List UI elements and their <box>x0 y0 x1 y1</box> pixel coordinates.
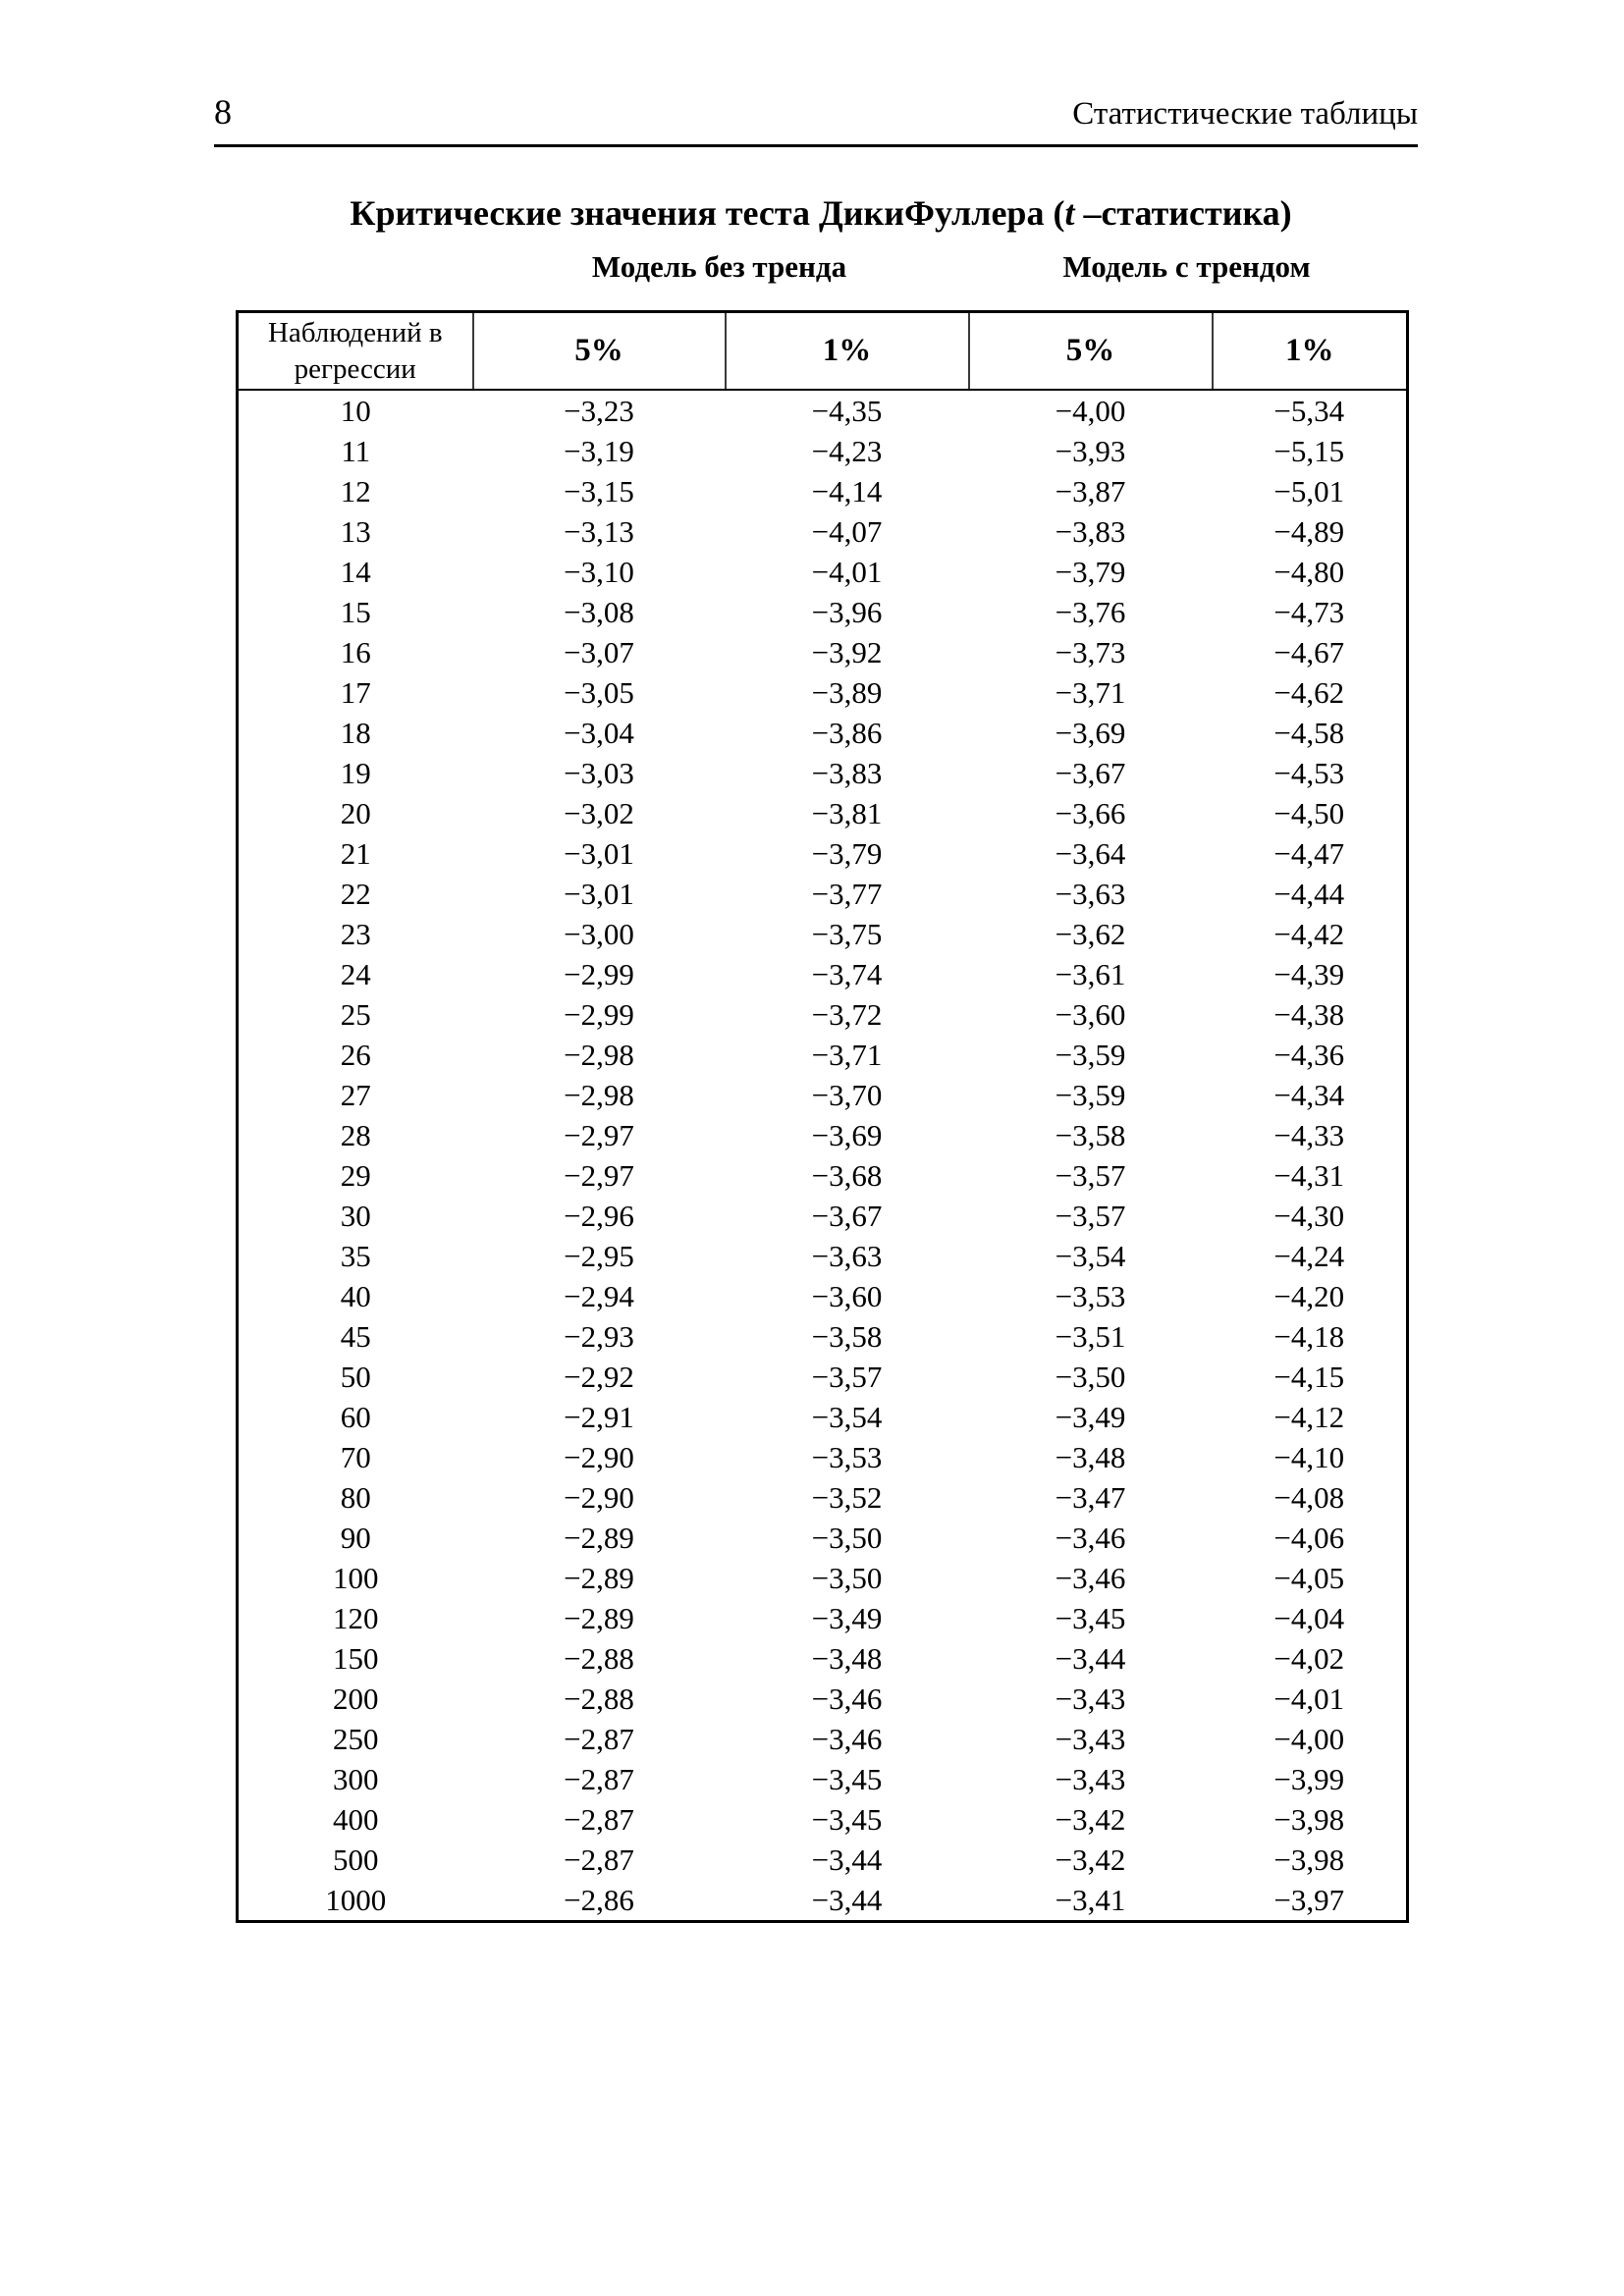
critical-value-cell: −3,45 <box>811 1802 883 1837</box>
critical-value-cell: −3,57 <box>811 1360 883 1394</box>
observations-cell: 19 <box>340 756 371 790</box>
critical-value-cell: −3,59 <box>1055 1038 1126 1072</box>
critical-value-cell: −4,20 <box>1273 1279 1345 1313</box>
table-row <box>238 954 1408 994</box>
critical-value-cell: −4,73 <box>1273 595 1345 629</box>
observations-cell: 250 <box>333 1722 379 1756</box>
critical-value-cell: −3,76 <box>1055 595 1126 629</box>
critical-value-cell: −2,88 <box>564 1682 634 1716</box>
critical-value-cell: −2,92 <box>564 1360 634 1394</box>
table-body <box>238 390 1408 1922</box>
table-header <box>238 312 1408 391</box>
critical-value-cell: −4,10 <box>1273 1440 1345 1474</box>
observations-cell: 24 <box>340 957 371 991</box>
observations-cell: 120 <box>333 1601 379 1635</box>
table-row <box>238 1115 1408 1155</box>
observations-cell: 29 <box>340 1158 371 1193</box>
critical-value-cell: −3,08 <box>564 595 634 629</box>
critical-value-cell: −3,46 <box>1055 1521 1126 1555</box>
table-row <box>238 1477 1408 1518</box>
critical-value-cell: −3,43 <box>1055 1682 1126 1716</box>
critical-value-cell: −5,15 <box>1273 434 1345 468</box>
observations-cell: 60 <box>340 1400 371 1434</box>
critical-value-cell: −3,69 <box>1055 716 1126 750</box>
critical-value-cell: −3,05 <box>564 675 634 710</box>
critical-value-cell: −4,44 <box>1273 877 1345 911</box>
critical-value-cell: −2,93 <box>564 1319 634 1354</box>
critical-value-cell: −3,66 <box>1055 796 1126 830</box>
title-t-variable: t <box>1064 193 1075 233</box>
critical-value-cell: −2,87 <box>564 1842 634 1877</box>
critical-value-cell: −3,46 <box>811 1722 883 1756</box>
table-row <box>238 1679 1408 1719</box>
critical-value-cell: −4,15 <box>1273 1360 1345 1394</box>
observations-cell: 23 <box>340 917 371 951</box>
critical-value-cell: −3,04 <box>564 716 634 750</box>
critical-value-cell: −3,49 <box>1055 1400 1126 1434</box>
critical-value-cell: −3,51 <box>1055 1319 1126 1354</box>
title-suffix: –статистика) <box>1074 193 1292 233</box>
critical-value-cell: −3,58 <box>1055 1118 1126 1152</box>
observations-cell: 15 <box>340 595 371 629</box>
critical-value-cell: −3,63 <box>1055 877 1126 911</box>
critical-value-cell: −4,50 <box>1273 796 1345 830</box>
table-row <box>238 1075 1408 1115</box>
table-row <box>238 1397 1408 1437</box>
critical-value-cell: −4,42 <box>1273 917 1345 951</box>
critical-value-cell: −3,71 <box>1055 675 1126 710</box>
critical-value-cell: −2,94 <box>564 1279 634 1313</box>
critical-value-cell: −4,33 <box>1273 1118 1345 1152</box>
table-row <box>238 1880 1408 1922</box>
group-header-trend: Модель с трендом <box>1062 249 1311 284</box>
critical-value-cell: −2,97 <box>564 1158 634 1193</box>
critical-value-cell: −3,71 <box>811 1038 883 1072</box>
no-trend-5pct-header: 5% <box>473 312 726 391</box>
critical-value-cell: −3,01 <box>564 877 634 911</box>
critical-value-cell: −3,44 <box>811 1883 883 1917</box>
critical-value-cell: −3,60 <box>811 1279 883 1313</box>
critical-value-cell: −3,41 <box>1055 1883 1126 1917</box>
critical-value-cell: −3,58 <box>811 1319 883 1354</box>
observations-cell: 16 <box>340 635 371 669</box>
page-title <box>236 192 1406 234</box>
critical-value-cell: −4,00 <box>1055 394 1126 428</box>
critical-value-cell: −3,89 <box>811 675 883 710</box>
critical-value-cell: −4,06 <box>1273 1521 1345 1555</box>
page-number: 8 <box>214 92 232 132</box>
critical-value-cell: −2,86 <box>564 1883 634 1917</box>
table-row <box>238 753 1408 793</box>
critical-value-cell: −3,03 <box>564 756 634 790</box>
critical-value-cell: −3,96 <box>811 595 883 629</box>
critical-value-cell: −4,05 <box>1273 1561 1345 1595</box>
observations-cell: 25 <box>340 997 371 1032</box>
observations-cell: 12 <box>340 474 371 508</box>
table-row <box>238 390 1408 431</box>
critical-value-cell: −3,98 <box>1273 1842 1345 1877</box>
critical-value-cell: −3,48 <box>811 1641 883 1676</box>
critical-value-cell: −4,53 <box>1273 756 1345 790</box>
critical-value-cell: −3,73 <box>1055 635 1126 669</box>
critical-value-cell: −3,45 <box>811 1762 883 1796</box>
critical-value-cell: −3,53 <box>811 1440 883 1474</box>
table-row <box>238 1035 1408 1075</box>
critical-value-cell: −4,39 <box>1273 957 1345 991</box>
observations-cell: 20 <box>340 796 371 830</box>
table-row <box>238 1799 1408 1840</box>
critical-value-cell: −3,69 <box>811 1118 883 1152</box>
critical-values-table <box>236 310 1409 1923</box>
critical-value-cell: −4,01 <box>811 555 883 589</box>
critical-value-cell: −2,89 <box>564 1521 634 1555</box>
critical-value-cell: −4,14 <box>811 474 883 508</box>
critical-value-cell: −3,79 <box>811 836 883 871</box>
page-header <box>214 94 1418 147</box>
critical-value-cell: −5,34 <box>1273 394 1345 428</box>
observations-cell: 45 <box>340 1319 371 1354</box>
critical-value-cell: −4,07 <box>811 514 883 549</box>
critical-value-cell: −2,89 <box>564 1601 634 1635</box>
critical-value-cell: −2,97 <box>564 1118 634 1152</box>
critical-value-cell: −3,81 <box>811 796 883 830</box>
critical-value-cell: −4,89 <box>1273 514 1345 549</box>
critical-value-cell: −3,77 <box>811 877 883 911</box>
observations-cell: 27 <box>340 1078 371 1112</box>
observations-cell: 200 <box>333 1682 379 1716</box>
critical-value-cell: −4,12 <box>1273 1400 1345 1434</box>
observations-cell: 150 <box>333 1641 379 1676</box>
critical-value-cell: −5,01 <box>1273 474 1345 508</box>
critical-value-cell: −3,43 <box>1055 1762 1126 1796</box>
table-row <box>238 1155 1408 1196</box>
critical-value-cell: −3,67 <box>1055 756 1126 790</box>
group-header-spacer <box>236 249 471 285</box>
critical-value-cell: −3,54 <box>1055 1239 1126 1273</box>
critical-value-cell: −3,70 <box>811 1078 883 1112</box>
table-row <box>238 874 1408 914</box>
critical-value-cell: −2,90 <box>564 1480 634 1515</box>
critical-value-cell: −3,23 <box>564 394 634 428</box>
critical-value-cell: −4,18 <box>1273 1319 1345 1354</box>
observations-cell: 90 <box>340 1521 371 1555</box>
critical-value-cell: −3,49 <box>811 1601 883 1635</box>
observations-cell: 40 <box>340 1279 371 1313</box>
table-row <box>238 1759 1408 1799</box>
critical-value-cell: −3,63 <box>811 1239 883 1273</box>
critical-value-cell: −3,57 <box>1055 1199 1126 1233</box>
observations-cell: 300 <box>333 1762 379 1796</box>
table-row <box>238 431 1408 471</box>
observations-cell: 30 <box>340 1199 371 1233</box>
critical-value-cell: −3,92 <box>811 635 883 669</box>
critical-value-cell: −4,08 <box>1273 1480 1345 1515</box>
table-row <box>238 914 1408 954</box>
critical-value-cell: −4,80 <box>1273 555 1345 589</box>
observations-header-line2: регрессии <box>294 352 416 385</box>
critical-value-cell: −3,98 <box>1273 1802 1345 1837</box>
table-row <box>238 1840 1408 1880</box>
critical-value-cell: −3,75 <box>811 917 883 951</box>
critical-value-cell: −3,46 <box>1055 1561 1126 1595</box>
critical-value-cell: −4,34 <box>1273 1078 1345 1112</box>
critical-value-cell: −4,38 <box>1273 997 1345 1032</box>
table-row <box>238 471 1408 511</box>
observations-cell: 100 <box>333 1561 379 1595</box>
observations-cell: 22 <box>340 877 371 911</box>
critical-value-cell: −3,42 <box>1055 1802 1126 1837</box>
critical-value-cell: −3,97 <box>1273 1883 1345 1917</box>
observations-cell: 50 <box>340 1360 371 1394</box>
critical-value-cell: −4,62 <box>1273 675 1345 710</box>
observations-cell: 10 <box>340 394 371 428</box>
table-row <box>238 1437 1408 1477</box>
observations-cell: 14 <box>340 555 371 589</box>
observations-cell: 28 <box>340 1118 371 1152</box>
critical-value-cell: −3,02 <box>564 796 634 830</box>
observations-cell: 17 <box>340 675 371 710</box>
critical-value-cell: −3,42 <box>1055 1842 1126 1877</box>
observations-cell: 1000 <box>325 1883 387 1917</box>
critical-value-cell: −3,45 <box>1055 1601 1126 1635</box>
critical-value-cell: −3,50 <box>1055 1360 1126 1394</box>
critical-value-cell: −3,72 <box>811 997 883 1032</box>
critical-value-cell: −3,50 <box>811 1521 883 1555</box>
critical-value-cell: −4,02 <box>1273 1641 1345 1676</box>
critical-value-cell: −2,99 <box>564 957 634 991</box>
critical-value-cell: −3,54 <box>811 1400 883 1434</box>
table-row <box>238 1236 1408 1276</box>
group-header-no-trend: Модель без тренда <box>591 249 847 284</box>
observations-header-line1: Наблюдений в <box>267 317 443 349</box>
observations-cell: 400 <box>333 1802 379 1837</box>
critical-value-cell: −3,43 <box>1055 1722 1126 1756</box>
table-row <box>238 793 1408 833</box>
critical-value-cell: −4,67 <box>1273 635 1345 669</box>
observations-cell: 13 <box>340 514 371 549</box>
critical-value-cell: −2,88 <box>564 1641 634 1676</box>
observations-cell: 70 <box>340 1440 371 1474</box>
critical-value-cell: −2,99 <box>564 997 634 1032</box>
observations-cell: 35 <box>340 1239 371 1273</box>
critical-value-cell: −4,58 <box>1273 716 1345 750</box>
table-row <box>238 1357 1408 1397</box>
critical-value-cell: −3,93 <box>1055 434 1126 468</box>
critical-value-cell: −2,89 <box>564 1561 634 1595</box>
critical-value-cell: −3,00 <box>564 917 634 951</box>
critical-value-cell: −3,50 <box>811 1561 883 1595</box>
table-row <box>238 994 1408 1035</box>
critical-value-cell: −3,53 <box>1055 1279 1126 1313</box>
table-row <box>238 1518 1408 1558</box>
critical-value-cell: −3,57 <box>1055 1158 1126 1193</box>
critical-value-cell: −2,98 <box>564 1078 634 1112</box>
title-prefix: Критические значения теста ДикиФуллера ( <box>350 193 1065 233</box>
critical-value-cell: −3,62 <box>1055 917 1126 951</box>
table-header-row <box>238 312 1408 391</box>
critical-value-cell: −3,59 <box>1055 1078 1126 1112</box>
critical-value-cell: −2,87 <box>564 1802 634 1837</box>
critical-value-cell: −3,79 <box>1055 555 1126 589</box>
critical-value-cell: −3,44 <box>1055 1641 1126 1676</box>
trend-5pct-header: 5% <box>969 312 1213 391</box>
critical-value-cell: −2,98 <box>564 1038 634 1072</box>
table-row <box>238 1276 1408 1316</box>
critical-value-cell: −4,00 <box>1273 1722 1345 1756</box>
critical-value-cell: −2,96 <box>564 1199 634 1233</box>
critical-value-cell: −3,83 <box>1055 514 1126 549</box>
table-row <box>238 1638 1408 1679</box>
critical-value-cell: −4,35 <box>811 394 883 428</box>
critical-value-cell: −3,07 <box>564 635 634 669</box>
table-row <box>238 1598 1408 1638</box>
critical-value-cell: −2,87 <box>564 1722 634 1756</box>
table-row <box>238 632 1408 672</box>
observations-header <box>238 312 473 391</box>
critical-value-cell: −3,15 <box>564 474 634 508</box>
table-row <box>238 713 1408 753</box>
critical-value-cell: −2,91 <box>564 1400 634 1434</box>
critical-value-cell: −4,36 <box>1273 1038 1345 1072</box>
model-group-headers <box>236 249 1406 285</box>
critical-value-cell: −3,67 <box>811 1199 883 1233</box>
critical-value-cell: −3,60 <box>1055 997 1126 1032</box>
critical-value-cell: −3,87 <box>1055 474 1126 508</box>
table-row <box>238 592 1408 632</box>
observations-cell: 500 <box>333 1842 379 1877</box>
observations-cell: 26 <box>340 1038 371 1072</box>
trend-1pct-header: 1% <box>1213 312 1408 391</box>
critical-value-cell: −4,23 <box>811 434 883 468</box>
critical-value-cell: −3,19 <box>564 434 634 468</box>
critical-value-cell: −3,68 <box>811 1158 883 1193</box>
critical-value-cell: −3,48 <box>1055 1440 1126 1474</box>
critical-value-cell: −3,46 <box>811 1682 883 1716</box>
table-row <box>238 1558 1408 1598</box>
critical-value-cell: −4,30 <box>1273 1199 1345 1233</box>
critical-value-cell: −3,64 <box>1055 836 1126 871</box>
critical-value-cell: −3,47 <box>1055 1480 1126 1515</box>
running-head: Статистические таблицы <box>1072 96 1418 132</box>
observations-cell: 11 <box>341 434 371 468</box>
table-row <box>238 552 1408 592</box>
critical-value-cell: −3,74 <box>811 957 883 991</box>
critical-value-cell: −3,86 <box>811 716 883 750</box>
critical-value-cell: −3,99 <box>1273 1762 1345 1796</box>
table-row <box>238 672 1408 713</box>
critical-value-cell: −3,52 <box>811 1480 883 1515</box>
observations-cell: 18 <box>340 716 371 750</box>
observations-cell: 21 <box>340 836 371 871</box>
critical-value-cell: −2,87 <box>564 1762 634 1796</box>
no-trend-1pct-header: 1% <box>726 312 969 391</box>
critical-value-cell: −3,44 <box>811 1842 883 1877</box>
critical-value-cell: −4,47 <box>1273 836 1345 871</box>
critical-value-cell: −3,01 <box>564 836 634 871</box>
observations-cell: 80 <box>340 1480 371 1515</box>
critical-value-cell: −3,10 <box>564 555 634 589</box>
critical-value-cell: −3,13 <box>564 514 634 549</box>
table-row <box>238 511 1408 552</box>
table-row <box>238 1719 1408 1759</box>
critical-value-cell: −4,04 <box>1273 1601 1345 1635</box>
critical-value-cell: −3,61 <box>1055 957 1126 991</box>
critical-value-cell: −4,31 <box>1273 1158 1345 1193</box>
critical-value-cell: −3,83 <box>811 756 883 790</box>
table-row <box>238 1316 1408 1357</box>
table-row <box>238 1196 1408 1236</box>
critical-value-cell: −4,24 <box>1273 1239 1345 1273</box>
critical-value-cell: −4,01 <box>1273 1682 1345 1716</box>
critical-value-cell: −2,95 <box>564 1239 634 1273</box>
critical-value-cell: −2,90 <box>564 1440 634 1474</box>
table-row <box>238 833 1408 874</box>
